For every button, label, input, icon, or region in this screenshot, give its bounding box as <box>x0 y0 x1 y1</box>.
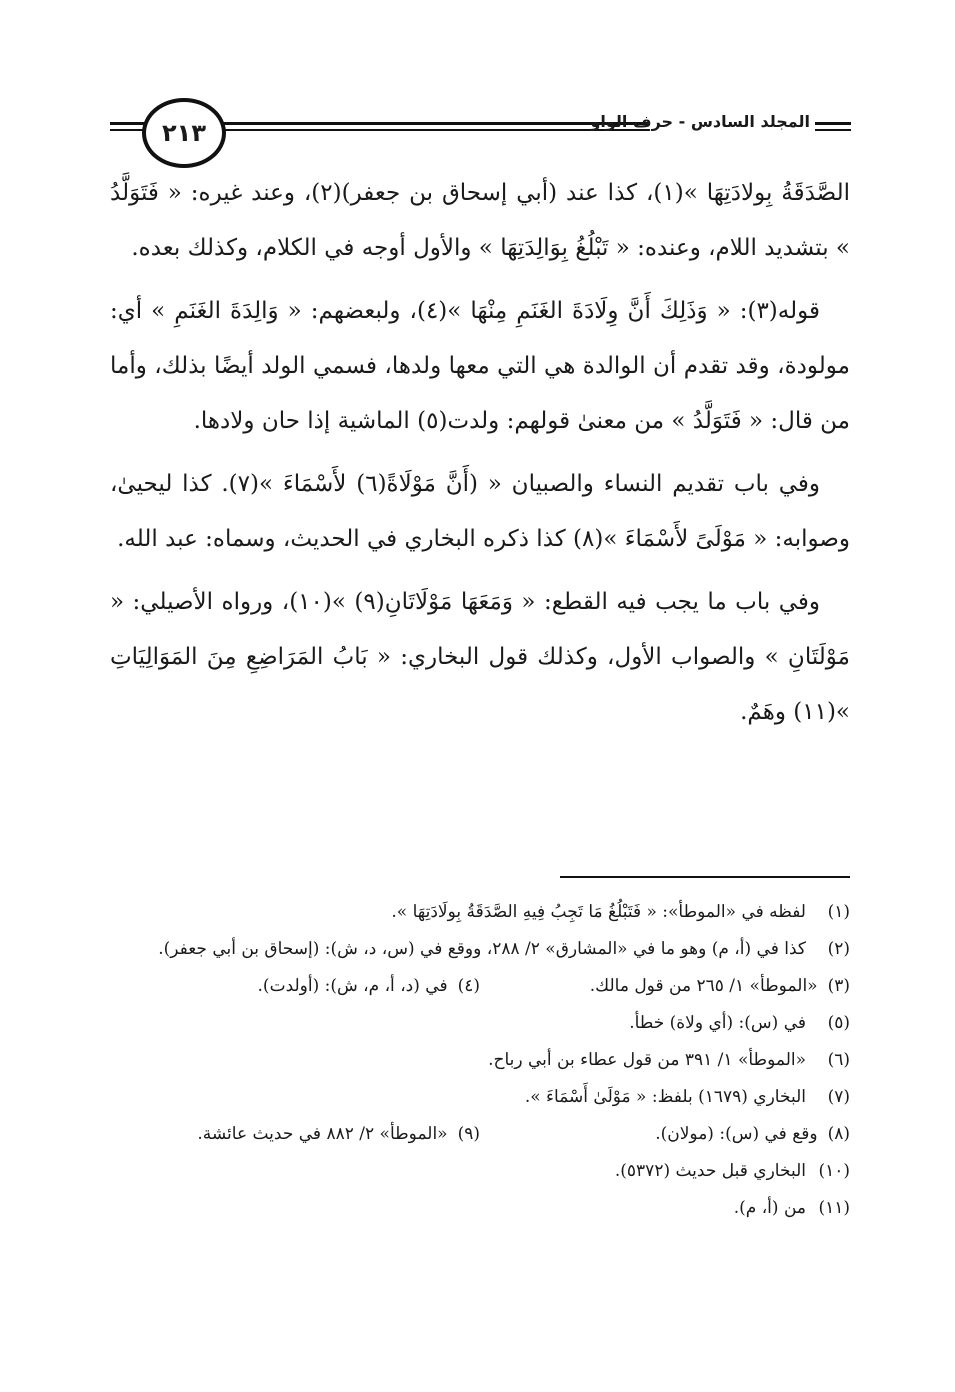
footnote-number: (١٠) <box>818 1161 850 1181</box>
footnote-text: من (أ، م). <box>733 1198 806 1218</box>
footnote-number: (٤) <box>457 976 480 996</box>
footnote <box>110 894 850 931</box>
footnote-number: (٢) <box>827 939 850 959</box>
footnote-row <box>110 968 850 1005</box>
footnotes <box>110 894 850 1227</box>
footnote-text: في (س): (أي ولاة) خطأ. <box>629 1013 806 1033</box>
footnote <box>110 1116 480 1153</box>
footnote <box>110 931 850 968</box>
footnote-number: (٦) <box>827 1050 850 1070</box>
header-rule <box>210 122 650 125</box>
footnote-number: (٥) <box>827 1013 850 1033</box>
footnote <box>110 1153 850 1190</box>
header-rule <box>210 129 650 131</box>
footnote-text: «الموطأ» ٢/ ٨٨٢ في حديث عائشة. <box>197 1124 448 1144</box>
footnote-number: (٧) <box>827 1087 850 1107</box>
footnote <box>110 968 480 1005</box>
footnote-number: (١) <box>827 902 850 922</box>
footnote-text: في (د، أ، م، ش): (أولدت). <box>257 976 448 996</box>
footnote-number: (٩) <box>457 1124 480 1144</box>
paragraph: قوله(٣): « وَذَلِكَ أَنَّ وِلَادَةَ الغَنَمِ مِنْهَا »(٤)، ولبعضهم: « وَالِدَةَ الغَنَمِ » أي: مولودة، وقد تقدم أن الوالدة هي التي معها ولدها، فسمي الولد أيضًا بذلك، وأما من قال: « فَتَوَلَّدُ » من معنىٰ قولهم: ولدت(٥) الماشية إذا حان ولادها. <box>110 298 850 434</box>
footnote <box>110 1005 850 1042</box>
footnote-text: «الموطأ» ١/ ٣٩١ من قول عطاء بن أبي رباح. <box>488 1050 806 1070</box>
paragraph: وفي باب تقديم النساء والصبيان « (أَنَّ مَوْلَاةً(٦) لأَسْمَاءَ »(٧). كذا ليحيىٰ، وصوابه: « مَوْلَىً لأَسْمَاءَ »(٨) كذا ذكره البخاري في الحديث، وسماه: عبد الله. <box>110 471 850 552</box>
footnote-text: كذا في (أ، م) وهو ما في «المشارق» ٢/ ٢٨٨، ووقع في (س، د، ش): (إسحاق بن أبي جعفر). <box>158 939 806 959</box>
page-header <box>110 92 850 172</box>
paragraph: الصَّدَقَةُ بِولادَتِهَا »(١)، كذا عند (أبي إسحاق بن جعفر)(٢)، وعند غيره: « فَتَوَلَّدُ » بتشديد اللام، وعنده: « تَبْلُغُ بِوَالِدَتِهَا » والأول أوجه في الكلام، وكذلك بعده. <box>110 180 850 261</box>
page-number-badge <box>142 98 226 168</box>
footnote-text: لفظه في «الموطأ»: « فَتَبْلُغُ مَا تَجِبُ فِيهِ الصَّدَقَةُ بِولَادَتِهَا ». <box>391 902 806 922</box>
footnote-text: البخاري (١٦٧٩) بلفظ: « مَوْلَىٰ أَسْمَاءَ ». <box>524 1087 806 1107</box>
footnote <box>110 1190 850 1227</box>
footnote <box>480 1116 850 1153</box>
footnote <box>110 1042 850 1079</box>
header-rule <box>110 129 146 131</box>
header-rule <box>110 122 146 125</box>
footnote <box>110 1079 850 1116</box>
footnote-separator <box>560 876 850 878</box>
running-title: المجلد السادس - حرف الواو <box>590 112 810 131</box>
paragraph: وفي باب ما يجب فيه القطع: « وَمَعَهَا مَوْلَاتَانِ(٩) »(١٠)، ورواه الأصيلي: « مَوْلَتَانِ » والصواب الأول، وكذلك قول البخاري: « بَابُ المَرَاضِعِ مِنَ المَوَالِيَاتِ »(١١) وهَمٌ. <box>110 589 850 725</box>
footnote-number: (١١) <box>818 1198 850 1218</box>
footnote <box>480 968 850 1005</box>
footnote-number: (٨) <box>827 1124 850 1144</box>
footnote-text: وقع في (س): (مولان). <box>655 1124 818 1144</box>
header-rule <box>815 129 851 131</box>
main-text <box>110 166 850 748</box>
page-number: ٢١٣ <box>162 119 206 147</box>
footnote-number: (٣) <box>827 976 850 996</box>
header-rule <box>815 122 851 125</box>
footnote-text: البخاري قبل حديث (٥٣٧٢). <box>614 1161 806 1181</box>
footnote-text: «الموطأ» ١/ ٢٦٥ من قول مالك. <box>589 976 818 996</box>
footnote-row <box>110 1116 850 1153</box>
